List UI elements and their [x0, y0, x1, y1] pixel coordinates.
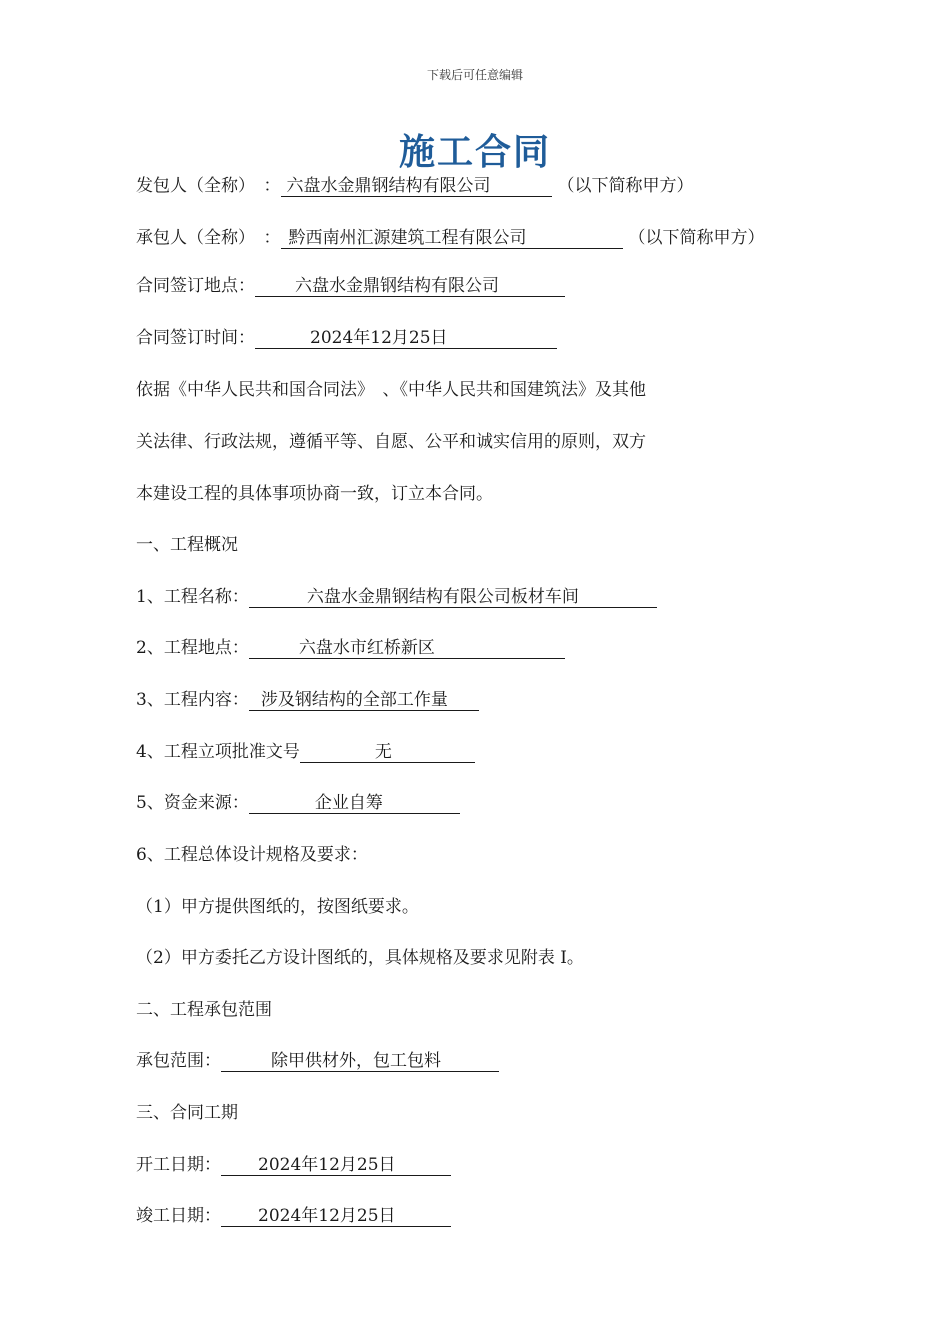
contractor-value: 黔西南州汇源建筑工程有限公司 [281, 228, 623, 249]
employer-line [136, 174, 694, 198]
contractor-label: 承包人（全称） ： [136, 228, 281, 248]
funding-label: 5、资金来源： [136, 793, 249, 813]
project-name-line [136, 585, 657, 609]
section1-heading: 一、工程概况 [136, 535, 238, 555]
document-title: 施工合同 [398, 131, 551, 173]
project-location-line [136, 636, 565, 660]
section2-heading: 二、工程承包范围 [136, 1000, 272, 1020]
preamble-line-2: 关法律、行政法规，遵循平等、自愿、公平和诚实信用的原则，双方 [136, 432, 646, 452]
approval-value: 无 [300, 742, 475, 763]
end-date-label: 竣工日期： [136, 1206, 221, 1226]
funding-value: 企业自筹 [249, 793, 460, 814]
employer-label: 发包人（全称） ： [136, 176, 281, 196]
spec-item-1: （1）甲方提供图纸的，按图纸要求。 [136, 897, 419, 917]
header-note: 下载后可任意编辑 [426, 68, 523, 82]
scope-label: 承包范围： [136, 1051, 221, 1071]
spec-item-2: （2）甲方委托乙方设计图纸的，具体规格及要求见附表 I。 [136, 948, 584, 968]
time-line [136, 326, 557, 350]
employer-suffix: （以下简称甲方） [557, 176, 694, 196]
spec-heading: 6、工程总体设计规格及要求： [136, 845, 368, 865]
project-content-value: 涉及钢结构的全部工作量 [249, 690, 479, 711]
time-value: 2024年12月25日 [255, 328, 557, 349]
end-date-value: 2024年12月25日 [221, 1206, 451, 1227]
funding-line [136, 791, 460, 815]
project-name-label: 1、工程名称： [136, 587, 249, 607]
project-content-label: 3、工程内容： [136, 690, 249, 710]
approval-label: 4、工程立项批准文号 [136, 742, 300, 762]
section3-heading: 三、合同工期 [136, 1103, 238, 1123]
end-date-line [136, 1204, 451, 1228]
project-location-value: 六盘水市红桥新区 [249, 638, 565, 659]
preamble-line-1: 依据《中华人民共和国合同法》 、《中华人民共和国建筑法》及其他 [136, 380, 646, 400]
place-label: 合同签订地点： [136, 276, 255, 296]
employer-value: 六盘水金鼎钢结构有限公司 [281, 176, 552, 197]
contractor-line [136, 226, 765, 250]
project-name-value: 六盘水金鼎钢结构有限公司板材车间 [249, 587, 657, 608]
start-date-line [136, 1153, 451, 1177]
scope-value: 除甲供材外，包工包料 [221, 1051, 499, 1072]
start-date-label: 开工日期： [136, 1155, 221, 1175]
scope-line [136, 1049, 499, 1073]
project-content-line [136, 688, 479, 712]
place-line [136, 274, 565, 298]
start-date-value: 2024年12月25日 [221, 1155, 451, 1176]
time-label: 合同签订时间： [136, 328, 255, 348]
place-value: 六盘水金鼎钢结构有限公司 [255, 276, 565, 297]
approval-line [136, 740, 475, 764]
project-location-label: 2、工程地点： [136, 638, 249, 658]
preamble-line-3: 本建设工程的具体事项协商一致，订立本合同。 [136, 484, 493, 504]
contractor-suffix: （以下简称甲方） [628, 228, 765, 248]
